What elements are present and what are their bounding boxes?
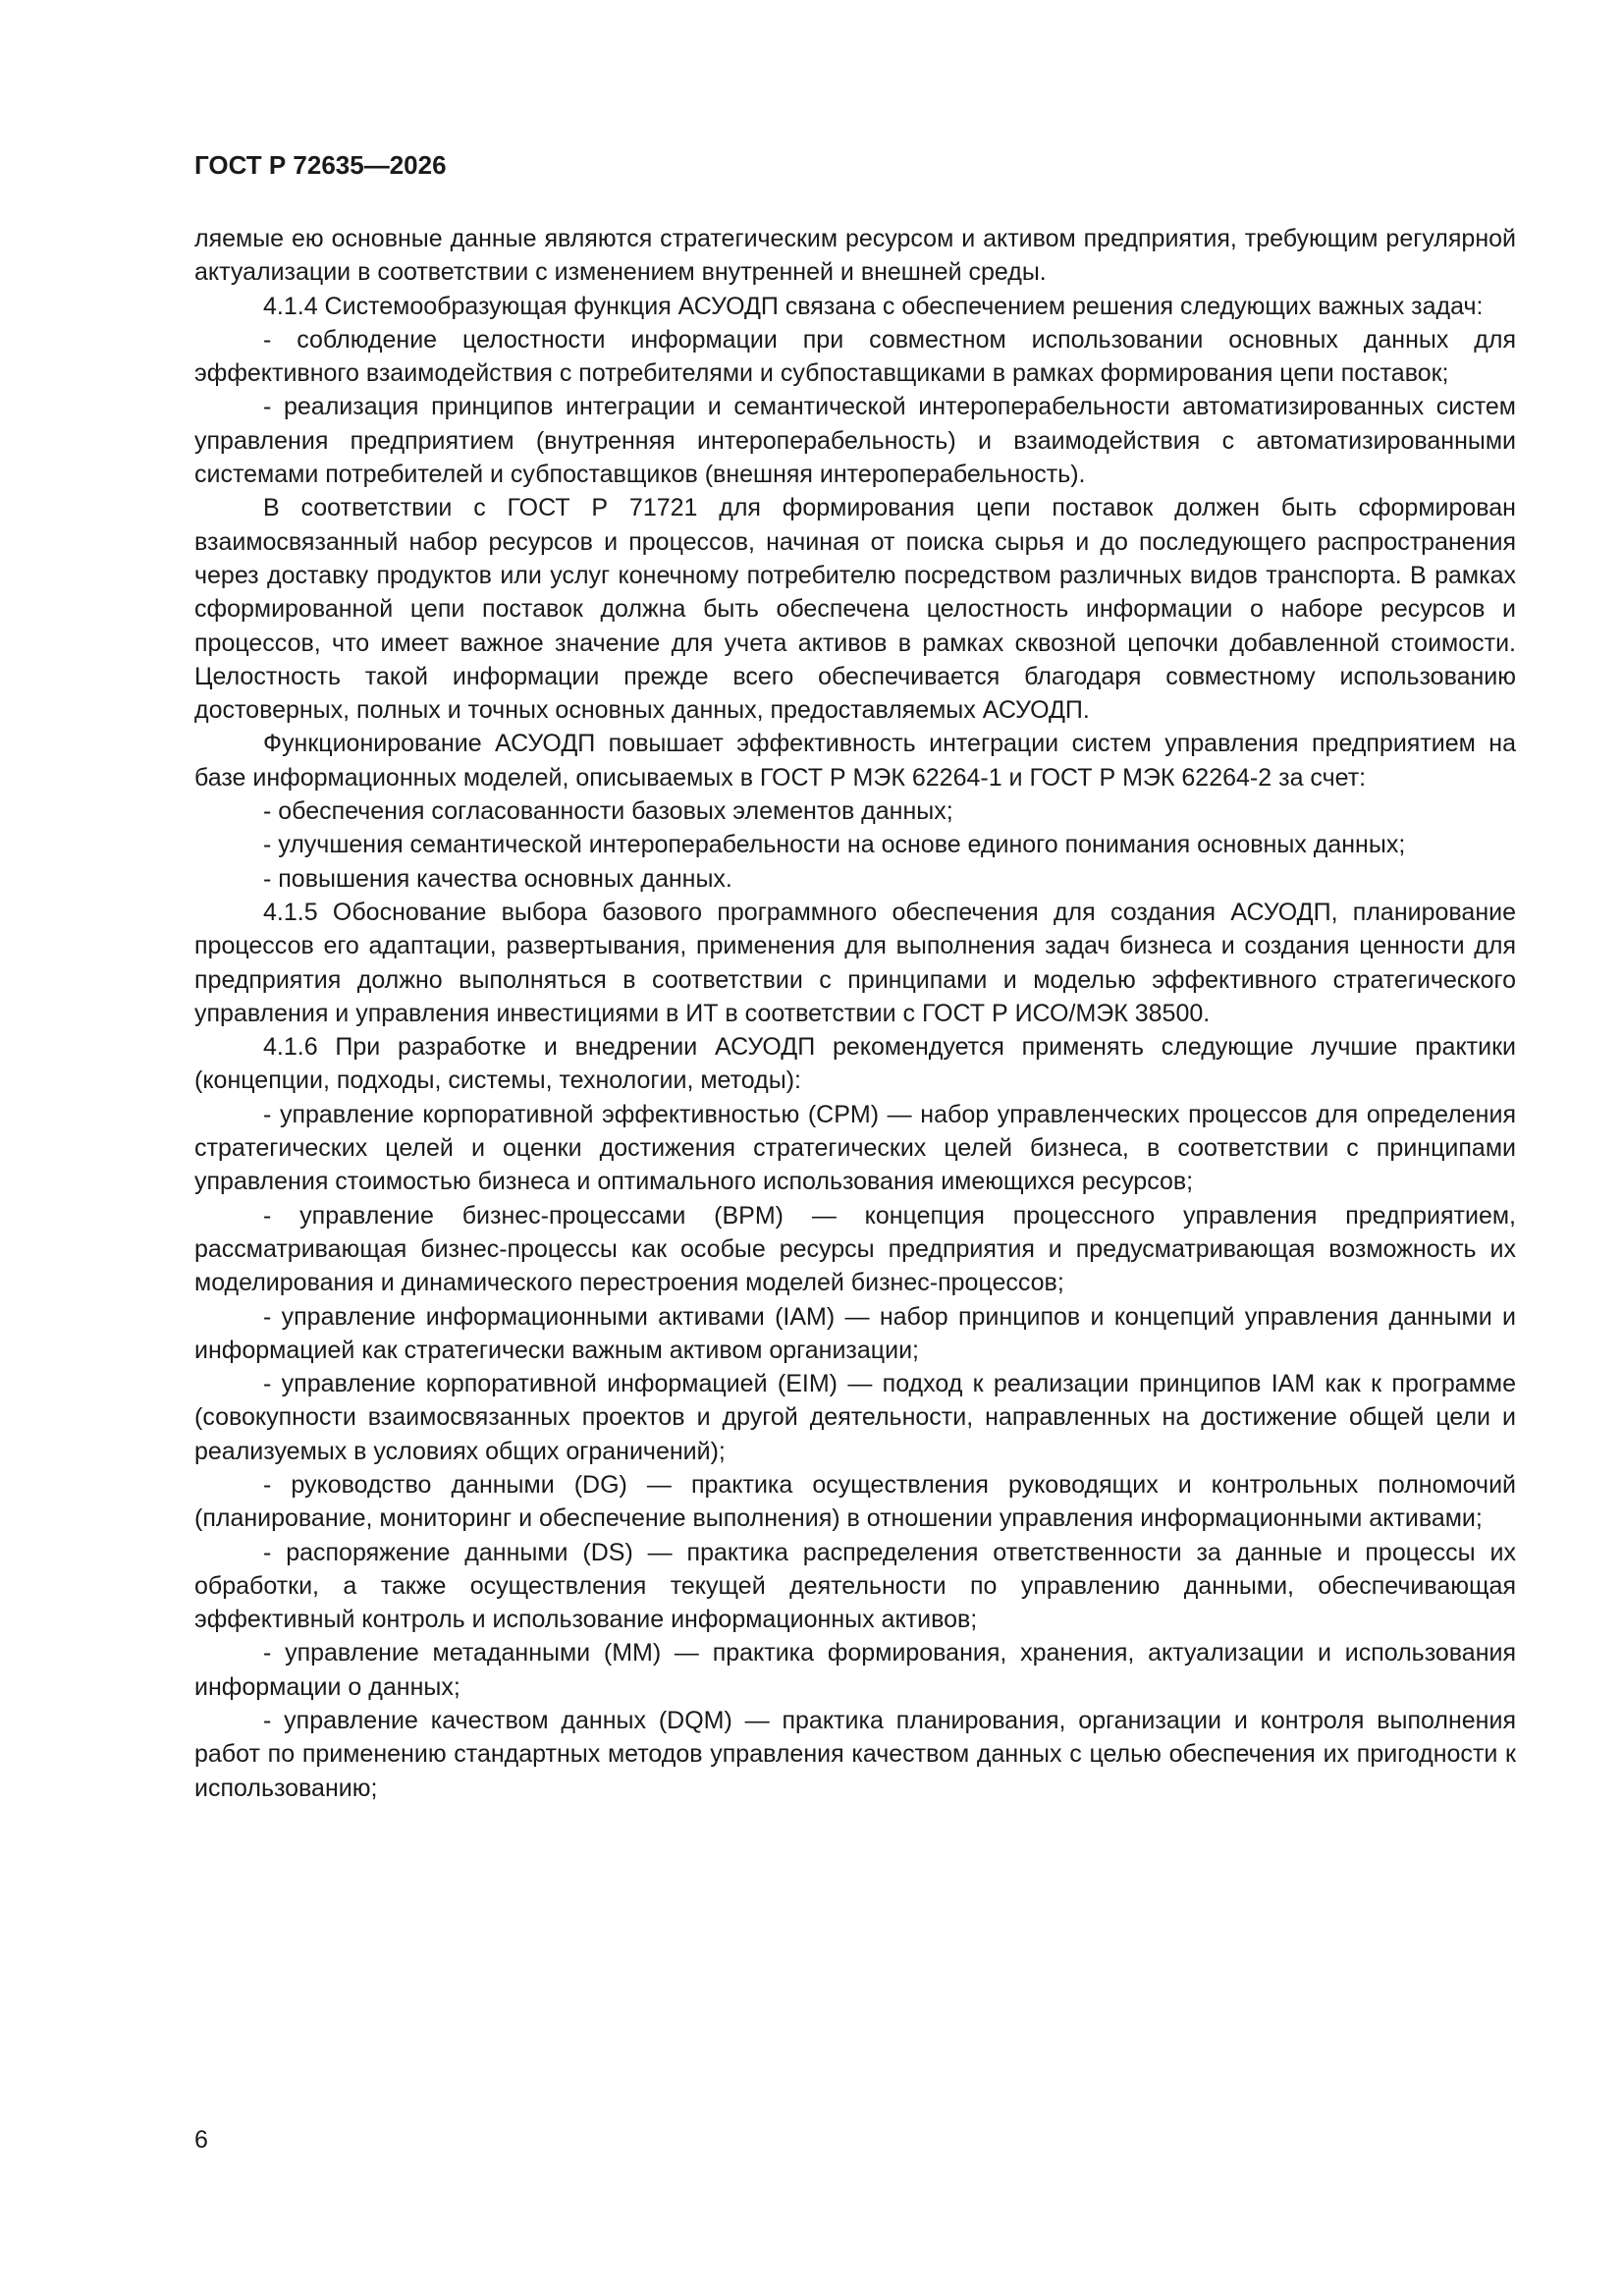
paragraph: 4.1.5 Обоснование выбора базового программного обеспечения для создания АСУОДП, планирование процессов его адаптации, развертывания, применения для выполнения задач бизнеса и создания ценности для предприятия должно выполняться в соответствии с принципами и моделью эффективного стратегического управления и управления инвестициями в ИТ в соответствии с ГОСТ Р ИСО/МЭК 38500. (194, 898, 1516, 1027)
list-item: - управление метаданными (MM) — практика формирования, хранения, актуализации и использования информации о данных; (194, 1639, 1516, 1701)
document-header: ГОСТ Р 72635—2026 (194, 150, 447, 180)
list-item: - распоряжение данными (DS) — практика распределения ответственности за данные и процессы их обработки, а также осуществления текущей деятельности по управлению данными, обеспечивающая эффективный контроль и использование информационных активов; (194, 1538, 1516, 1634)
list-item: - управление информационными активами (IAM) — набор принципов и концепций управления данными и информацией как стратегически важным активом организации; (194, 1302, 1516, 1364)
paragraph: Функционирование АСУОДП повышает эффективность интеграции систем управления предприятием на базе информационных моделей, описываемых в ГОСТ Р МЭК 62264-1 и ГОСТ Р МЭК 62264-2 за счет: (194, 730, 1516, 792)
list-item: - управление корпоративной эффективностью (CPM) — набор управленческих процессов для определения стратегических целей и оценки достижения стратегических целей бизнеса, в соответствии с принципами управления стоимостью бизнеса и оптимального использования имеющихся ресурсов; (194, 1100, 1516, 1196)
paragraph: 4.1.6 При разработке и внедрении АСУОДП рекомендуется применять следующие лучшие практики (концепции, подходы, системы, технологии, методы): (194, 1033, 1516, 1095)
paragraph: ляемые ею основные данные являются стратегическим ресурсом и активом предприятия, требующим регулярной актуализации в соответствии с изменением внутренней и внешней среды. (194, 225, 1516, 287)
page-number: 6 (194, 2126, 208, 2154)
list-item: - управление качеством данных (DQM) — практика планирования, организации и контроля выполнения работ по применению стандартных методов управления качеством данных с целью обеспечения их пригодности к использованию; (194, 1707, 1516, 1802)
document-body (194, 222, 1516, 1805)
list-item: - руководство данными (DG) — практика осуществления руководящих и контрольных полномочий (планирование, мониторинг и обеспечение выполнения) в отношении управления информационными активами; (194, 1470, 1516, 1533)
list-item: - улучшения семантической интероперабельности на основе единого понимания основных данных; (263, 831, 1406, 859)
list-item: - управление бизнес-процессами (BPM) — концепция процессного управления предприятием, рассматривающая бизнес-процессы как особые ресурсы предприятия и предусматривающая возможность их моделирования и динамического перестроения моделей бизнес-процессов; (194, 1201, 1516, 1297)
paragraph: 4.1.4 Системообразующая функция АСУОДП связана с обеспечением решения следующих важных задач: (263, 292, 1484, 320)
list-item: - реализация принципов интеграции и семантической интероперабельности автоматизированных систем управления предприятием (внутренняя интероперабельность) и взаимодействия с автоматизированными системами потребителей и субпоставщиков (внешняя интероперабельность). (194, 393, 1516, 489)
list-item: - управление корпоративной информацией (EIM) — подход к реализации принципов IAM как к программе (совокупности взаимосвязанных проектов и другой деятельности, направленных на достижение общей цели и реализуемых в условиях общих ограничений); (194, 1370, 1516, 1465)
list-item: - соблюдение целостности информации при совместном использовании основных данных для эффективного взаимодействия с потребителями и субпоставщиками в рамках формирования цепи поставок; (194, 325, 1516, 388)
list-item: - повышения качества основных данных. (263, 864, 732, 893)
list-item: - обеспечения согласованности базовых элементов данных; (263, 797, 953, 826)
paragraph: В соответствии с ГОСТ Р 71721 для формирования цепи поставок должен быть сформирован взаимосвязанный набор ресурсов и процессов, начиная от поиска сырья и до последующего распространения через доставку продуктов или услуг конечному потребителю посредством различных видов транспорта. В рамках сформированной цепи поставок должна быть обеспечена целостность информации о наборе ресурсов и процессов, что имеет важное значение для учета активов в рамках сквозной цепочки добавленной стоимости. Целостность такой информации прежде всего обеспечивается благодаря совместному использованию достоверных, полных и точных основных данных, предоставляемых АСУОДП. (194, 494, 1516, 725)
